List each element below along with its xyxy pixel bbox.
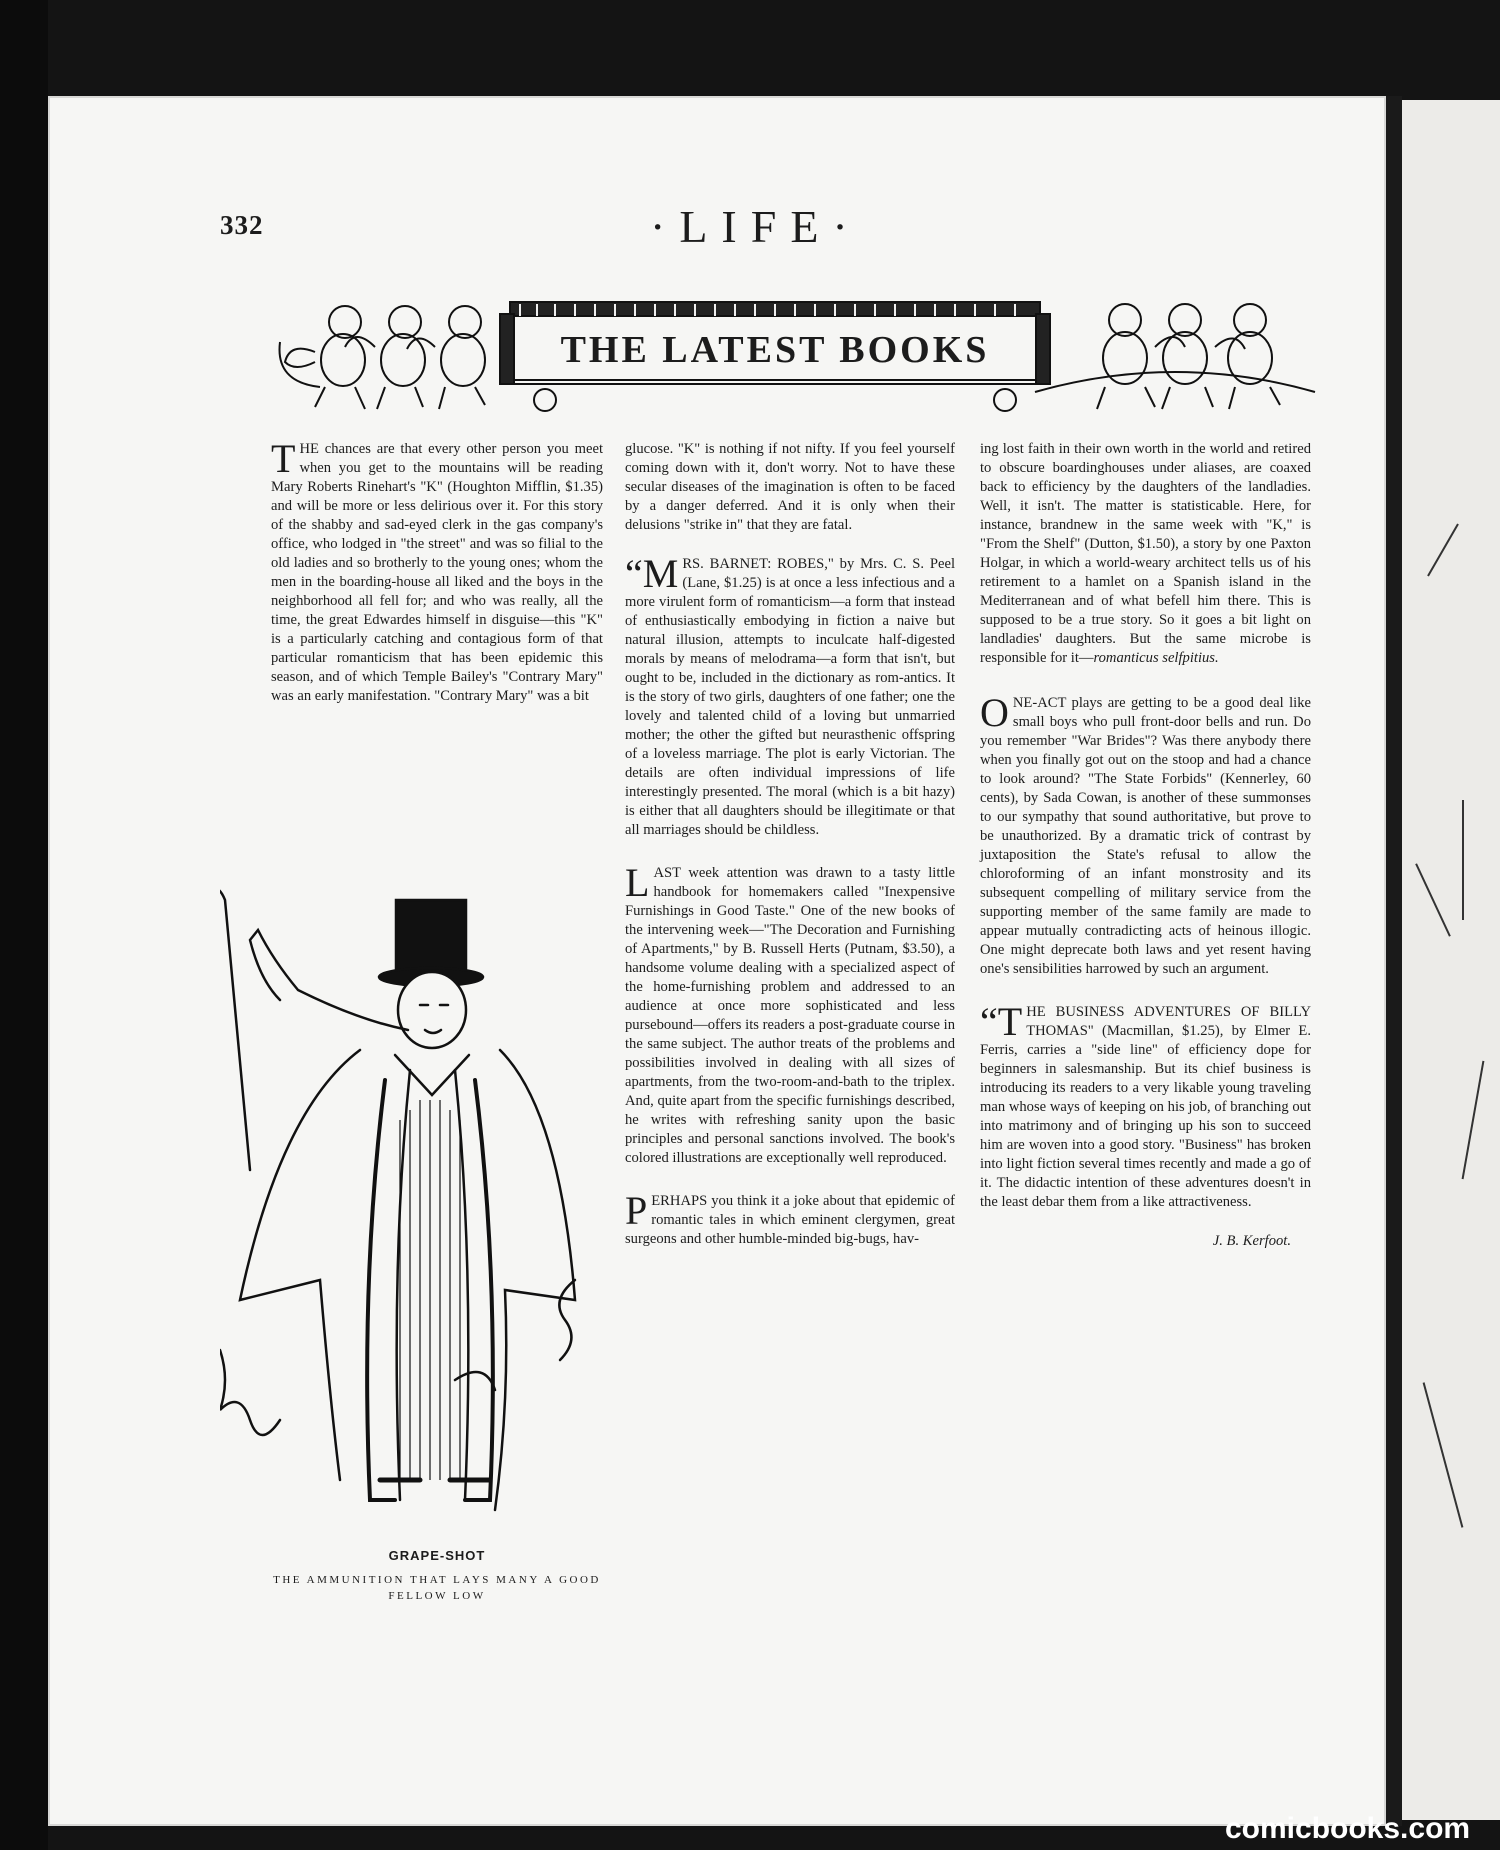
article-column-2 [625,440,955,1249]
article-column-3 [980,440,1311,1251]
drop-cap: “T [980,999,1023,1044]
cherubs-right-icon [1035,304,1315,409]
cartoon-caption-title: GRAPE-SHOT [388,1548,486,1563]
paragraph-k-review [271,436,603,706]
drop-cap: O [980,690,1009,735]
cane-icon [220,889,250,1170]
paragraph-text: HE BUSINESS ADVENTURES OF BILLY THOMAS" (Macmillan, $1.25), by Elmer E. Ferris, carries a "side line" of efficiency dope for beginners in salesmanship. But its chief business is introducing its readers to a very likable young traveling man whose ways of keeping on his job, of branching out into matrimony and of bringing up his son to succeed him are woven into a good story. "Business" has broken into light fiction several times recently and made a go of it. The didactic intention of these adventures doesn't in the least debar them from a like attractiveness. [980,1004,1311,1210]
masthead-title: ·LIFE· [650,201,862,252]
paragraph-text: ing lost faith in their own worth in the world and retired to obscure boardinghouses under aliases, are coaxed back to efficiency by the daughters of the landladies. Well, it isn't. The matter is statisticable. Here, for instance, brandnew in the same week with "K," is "From the Shelf" (Dutton, $1.50), a story by one Paxton Holgar, in which a world-weary architect tells us of his retirement to a hamlet on a Spanish island in the Mediterranean and of what befell him there. This is supposed to be a true story. So it goes a bit light on landladies' daughters. But the same microbe is responsible for it— [980,441,1311,666]
article-column-1 [271,436,603,706]
paragraph-continued: glucose. "K" is nothing if not nifty. If you feel yourself coming down with it, don't worry. Not to have these secular diseases of the imagination is often to be faced by a danger deferred. And it is only when their delusions "strike in" that they are fatal. [625,441,955,533]
paragraph-text: HE chances are that every other person you meet when you get to the mountains will be reading Mary Roberts Rinehart's "K" (Houghton Mifflin, $1.35) and will be more or less delirious over it. For this story of the shabby and sad-eyed clerk in the gas company's office, who lodged in "the street" and was so filial to the old ladies and so brotherly to the young ones; whom the men in the boarding-house all liked and the boys in the neighborhood all fell for; and who was really, all the time, the great Edwardes himself in disguise—this "K" is a particularly catching and contagious form of that particular romanticism that has been epidemic this season, and of which Temple Bailey's "Contrary Mary" was an early manifestation. "Contrary Mary" was a bit [271,441,603,704]
drop-cap: P [625,1188,648,1233]
drop-cap: L [625,860,650,905]
cartoon-caption-subtitle: THE AMMUNITION THAT LAYS MANY A GOOD FELLOW LOW [273,1574,601,1602]
paragraph-text: NE-ACT plays are getting to be a good deal like small boys who pull front-door bells and run. Do you remember "War Brides"? Was there anybody there when you finally got out on the stoop and had a chance to look around? "The State Forbids" (Kennerley, 60 cents), by Sada Cowan, is another of these summonses to our sympathy that sound authoritative, but prove to be unauthorized. By a dramatic trick of contrast by juxtaposition the State's refusal to allow the chloroforming of an infant monstrosity and its subsequent compelling of military service from the supporting member of the same family are made to appear mutually contradicting acts of heinous illogic. One might deprecate both laws and yet resent having one's sensibilities harrowed by such an argument. [980,695,1311,977]
banner-title: THE LATEST BOOKS [560,329,990,371]
page-number: 332 [220,210,264,240]
paragraph-billy-thomas [980,999,1311,1212]
paragraph-furnishing [625,860,955,1168]
paragraph-one-act-plays [980,690,1311,979]
grape-shot-cartoon [220,880,600,1530]
drop-cap: T [271,436,296,481]
cherubs-left-icon [280,306,486,409]
author-signature: J. B. Kerfoot. [1212,1233,1291,1249]
page-gutter [1386,96,1402,1826]
adjacent-page-sliver [1402,100,1500,1820]
paragraph-text: AST week attention was drawn to a tasty little handbook for homemakers called "Inexpensive Furnishings in Good Taste." One of the new books of the intervening week—"The Decoration and Furnishing of Apartments," by B. Russell Herts (Putnam, $3.50), a handsome volume dealing with a specialized aspect of the home-furnishing problem and addressed to an audience at once more sophisticated and less pursebound—offers its readers a post-graduate course in the same subject. The author treats of the problems and possibilities involved in dealing with all sizes of apartments, from the two-room-and-bath to the triplex. And, quite apart from the specific furnishings described, he writes with refreshing sanity upon the basic principles and personal sanctions involved. The book's colored illustrations are exceptionally well reproduced. [625,865,955,1166]
scan-border-left [0,0,48,1850]
site-watermark: comicbooks.com [1225,1812,1471,1845]
paragraph-mrs-barnet [625,551,955,840]
italic-text: romanticus selfpitius. [1093,650,1219,666]
paragraph-perhaps [625,1188,955,1249]
paragraph-text: RS. BARNET: ROBES," by Mrs. C. S. Peel (Lane, $1.25) is at once a less infectious and a more virulent form of romanticism—a form that instead of enthusiastically embodying in fiction a naive but natural illusion, attempts to inculcate half-digested morals by means of melodrama—a form that isn't, but ought to be, included in the dictionary as rom-antics. It is the story of two girls, daughters of one father; one the lovely and talented child of a loving but unmarried mother; the other the gifted but neurasthenic offspring of a loveless marriage. The plot is early Victorian. The details are often individual impressions of life interestingly presented. The moral (which is a bit hazy) is either that all daughters should be illegitimate or that all marriages should be childless. [625,556,955,838]
drop-cap: “M [625,551,679,596]
paragraph-from-the-shelf [980,440,1311,668]
paragraph-text: ERHAPS you think it a joke about that epidemic of romantic tales in which eminent clergymen, great surgeons and other humble-minded big-bugs, hav- [625,1193,955,1247]
